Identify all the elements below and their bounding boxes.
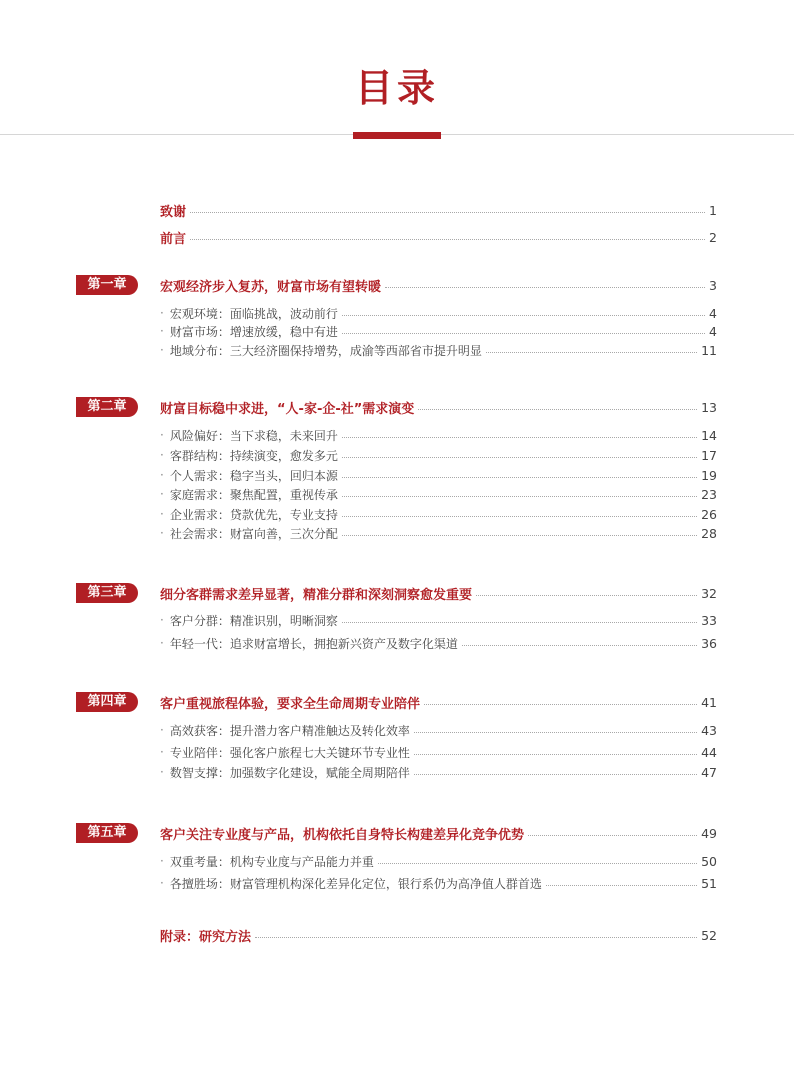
dot-leader xyxy=(342,457,697,458)
bullet-icon: · xyxy=(160,306,164,320)
chapter-badge-5: 第五章 xyxy=(76,823,138,843)
toc-subentry[interactable] xyxy=(160,304,717,322)
dot-leader xyxy=(190,239,705,240)
toc-subentry[interactable] xyxy=(160,466,717,484)
toc-page-number: 2 xyxy=(709,229,717,245)
dot-leader xyxy=(342,496,697,497)
bullet-icon: · xyxy=(160,526,164,540)
toc-page-number: 14 xyxy=(701,427,717,443)
dot-leader xyxy=(190,212,705,213)
dot-leader xyxy=(418,409,697,410)
dot-leader xyxy=(342,535,697,536)
toc-page-number: 4 xyxy=(709,305,717,321)
toc-subentry[interactable] xyxy=(160,446,717,464)
dot-leader xyxy=(342,516,697,517)
bullet-icon: · xyxy=(160,636,164,650)
toc-subentry[interactable] xyxy=(160,426,717,444)
toc-subentry[interactable] xyxy=(160,524,717,542)
toc-page-number: 3 xyxy=(709,277,717,293)
toc-subentry-label: 风险偏好：当下求稳，未来回升 xyxy=(169,428,338,443)
dot-leader xyxy=(424,704,697,705)
dot-leader xyxy=(342,437,697,438)
toc-entry-acknowledgements[interactable] xyxy=(160,201,717,219)
chapter-badge-3: 第三章 xyxy=(76,583,138,603)
toc-subentry-label: 客群结构：持续演变，愈发多元 xyxy=(169,448,338,463)
dot-leader xyxy=(462,645,697,646)
toc-page-number: 17 xyxy=(701,447,717,463)
toc-page-number: 11 xyxy=(701,342,717,358)
toc-subentry[interactable] xyxy=(160,852,717,870)
bullet-icon: · xyxy=(160,723,164,737)
bullet-icon: · xyxy=(160,613,164,627)
toc-page-number: 32 xyxy=(701,585,717,601)
bullet-icon: · xyxy=(160,507,164,521)
toc-entry-label: 致谢 xyxy=(160,204,187,220)
toc-subentry-label: 年轻一代：追求财富增长，拥抱新兴资产及数字化渠道 xyxy=(169,636,458,651)
toc-subentry-label: 企业需求：贷款优先，专业支持 xyxy=(169,507,338,522)
toc-subentry[interactable] xyxy=(160,341,717,359)
toc-chapter-title: 宏观经济步入复苏，财富市场有望转暖 xyxy=(160,279,382,295)
toc-subentry[interactable] xyxy=(160,874,717,892)
title-accent-bar xyxy=(353,132,441,139)
toc-page-number: 47 xyxy=(701,764,717,780)
page-title: 目录 xyxy=(354,65,439,110)
chapter-badge-1: 第一章 xyxy=(76,275,138,295)
toc-page-number: 4 xyxy=(709,323,717,339)
toc-chapter-2[interactable] xyxy=(160,398,717,416)
bullet-icon: · xyxy=(160,448,164,462)
toc-entry-label: 前言 xyxy=(160,231,187,247)
toc-chapter-5[interactable] xyxy=(160,824,717,842)
toc-page-number: 26 xyxy=(701,506,717,522)
toc-subentry-label: 数智支撑：加强数字化建设，赋能全周期陪伴 xyxy=(169,765,410,780)
dot-leader xyxy=(546,885,697,886)
toc-entry-label: 附录：研究方法 xyxy=(160,929,252,945)
toc-subentry-label: 家庭需求：聚焦配置，重视传承 xyxy=(169,487,338,502)
bullet-icon: · xyxy=(160,324,164,338)
toc-entry-preface[interactable] xyxy=(160,228,717,246)
dot-leader xyxy=(414,754,697,755)
bullet-icon: · xyxy=(160,876,164,890)
toc-chapter-title: 客户重视旅程体验，要求全生命周期专业陪伴 xyxy=(160,696,421,712)
toc-page-number: 28 xyxy=(701,525,717,541)
toc-subentry-label: 地域分布：三大经济圈保持增势，成渝等西部省市提升明显 xyxy=(169,343,482,358)
toc-subentry-label: 个人需求：稳字当头，回归本源 xyxy=(169,468,338,483)
dot-leader xyxy=(342,333,705,334)
toc-page-number: 51 xyxy=(701,875,717,891)
chapter-badge-4: 第四章 xyxy=(76,692,138,712)
toc-subentry[interactable] xyxy=(160,763,717,781)
toc-page-number: 43 xyxy=(701,722,717,738)
chapter-badge-2: 第二章 xyxy=(76,397,138,417)
toc-subentry[interactable] xyxy=(160,322,717,340)
toc-subentry[interactable] xyxy=(160,611,717,629)
toc-page-number: 36 xyxy=(701,635,717,651)
toc-subentry-label: 财富市场：增速放缓，稳中有进 xyxy=(169,324,338,339)
toc-page-number: 49 xyxy=(701,825,717,841)
dot-leader xyxy=(414,774,697,775)
bullet-icon: · xyxy=(160,468,164,482)
toc-page-number: 52 xyxy=(701,927,717,943)
bullet-icon: · xyxy=(160,745,164,759)
toc-subentry-label: 各擅胜场：财富管理机构深化差异化定位，银行系仍为高净值人群首选 xyxy=(169,876,542,891)
toc-subentry-label: 客户分群：精准识别，明晰洞察 xyxy=(169,613,338,628)
toc-page-number: 13 xyxy=(701,399,717,415)
bullet-icon: · xyxy=(160,854,164,868)
toc-subentry-label: 专业陪伴：强化客户旅程七大关键环节专业性 xyxy=(169,745,410,760)
toc-subentry[interactable] xyxy=(160,505,717,523)
toc-subentry-label: 社会需求：财富向善，三次分配 xyxy=(169,526,338,541)
dot-leader xyxy=(342,477,697,478)
toc-chapter-3[interactable] xyxy=(160,584,717,602)
toc-subentry-label: 高效获客：提升潜力客户精准触达及转化效率 xyxy=(169,723,410,738)
toc-chapter-1[interactable] xyxy=(160,276,717,294)
dot-leader xyxy=(342,622,697,623)
toc-page-number: 41 xyxy=(701,694,717,710)
toc-page-number: 44 xyxy=(701,744,717,760)
dot-leader xyxy=(342,315,705,316)
toc-subentry-label: 双重考量：机构专业度与产品能力并重 xyxy=(169,854,374,869)
dot-leader xyxy=(255,937,697,938)
bullet-icon: · xyxy=(160,428,164,442)
toc-chapter-4[interactable] xyxy=(160,693,717,711)
bullet-icon: · xyxy=(160,765,164,779)
dot-leader xyxy=(378,863,697,864)
bullet-icon: · xyxy=(160,343,164,357)
toc-page-number: 50 xyxy=(701,853,717,869)
toc-subentry-label: 宏观环境：面临挑战，波动前行 xyxy=(169,306,338,321)
toc-chapter-title: 细分客群需求差异显著，精准分群和深刻洞察愈发重要 xyxy=(160,587,473,603)
toc-entry-appendix[interactable] xyxy=(160,926,717,944)
toc-page-number: 1 xyxy=(709,202,717,218)
toc-chapter-title: 客户关注专业度与产品，机构依托自身特长构建差异化竞争优势 xyxy=(160,827,525,843)
toc-chapter-title: 财富目标稳中求进，“人-家-企-社”需求演变 xyxy=(160,401,415,417)
toc-subentry[interactable] xyxy=(160,743,717,761)
dot-leader xyxy=(486,352,697,353)
toc-subentry[interactable] xyxy=(160,485,717,503)
dot-leader xyxy=(528,835,697,836)
toc-page-number: 23 xyxy=(701,486,717,502)
dot-leader xyxy=(476,595,697,596)
toc-page-number: 19 xyxy=(701,467,717,483)
bullet-icon: · xyxy=(160,487,164,501)
toc-subentry[interactable] xyxy=(160,721,717,739)
toc-page-number: 33 xyxy=(701,612,717,628)
dot-leader xyxy=(385,287,705,288)
dot-leader xyxy=(414,732,697,733)
toc-subentry[interactable] xyxy=(160,634,717,652)
